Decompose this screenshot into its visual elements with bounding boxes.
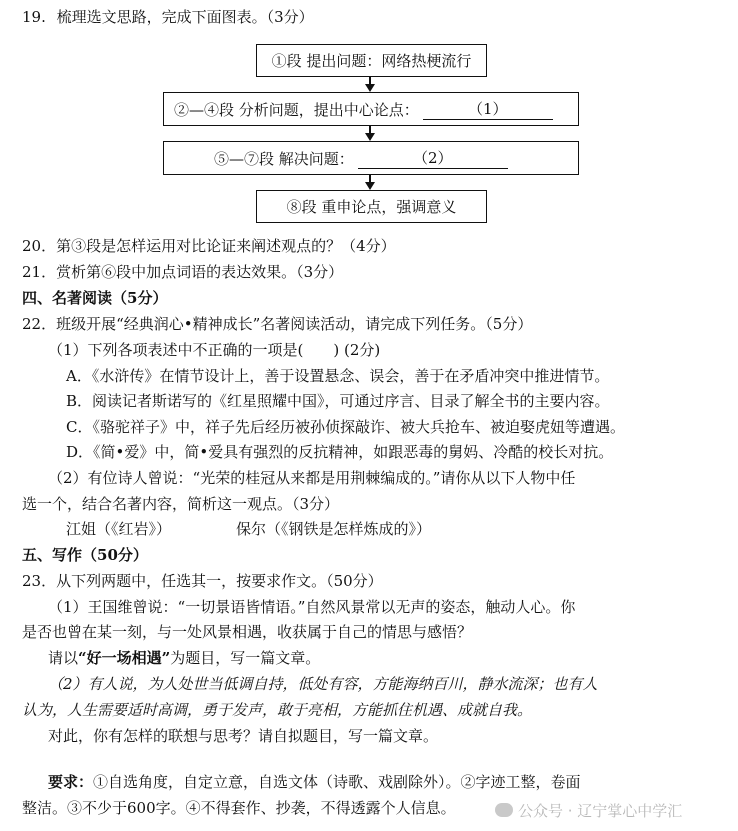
q22-option-d: D．《简•爱》中，简•爱具有强烈的反抗精神，如跟恶毒的舅妈、冷酷的校长对抗。 bbox=[66, 443, 614, 461]
q19-text: 梳理选文思路，完成下面图表。（3分） bbox=[56, 8, 314, 26]
q23-requirements-label: 要求： bbox=[48, 773, 94, 791]
flow-blank-1: （1） bbox=[423, 98, 553, 120]
q22-sub2-line2: 选一个，结合名著内容，简析这一观点。（3分） bbox=[22, 495, 340, 513]
q23-p1-line2: 是否也曾在某一刻，与一处风景相遇，收获属于自己的情思与感悟？ bbox=[22, 623, 473, 641]
flow-box-2 bbox=[163, 92, 579, 126]
q23-p1-line3-pre: 请以 bbox=[48, 649, 79, 667]
q23-p2-line2: 认为，人生需要适时高调，勇于发声，敢于亮相，方能抓住机遇、成就自我。 bbox=[22, 701, 533, 719]
flow-box-4 bbox=[256, 190, 487, 223]
q22-option-a: A．《水浒传》在情节设计上，善于设置悬念、误会，善于在矛盾冲突中推进情节。 bbox=[66, 367, 610, 385]
q20-text: 20．第③段是怎样运用对比论证来阐述观点的？（4分） bbox=[22, 237, 396, 255]
q22-sub1: （1）下列各项表述中不正确的一项是( ) (2分) bbox=[48, 341, 381, 359]
q22-people-2: 保尔（《钢铁是怎样炼成的》） bbox=[236, 520, 432, 538]
q21-text: 21．赏析第⑥段中加点词语的表达效果。（3分） bbox=[22, 263, 344, 281]
q23-text: 23．从下列两题中，任选其一，按要求作文。（50分） bbox=[22, 572, 383, 590]
watermark-text: 公众号 · 辽宁掌心中学汇 bbox=[518, 802, 683, 820]
q22-option-c: C．《骆驼祥子》中，祥子先后经历被孙侦探敲诈、被大兵抢车、被迫娶虎妞等遭遇。 bbox=[66, 418, 625, 436]
q22-option-b: B．阅读记者斯诺写的《红星照耀中国》，可通过序言、目录了解全书的主要内容。 bbox=[66, 392, 610, 410]
q19-heading bbox=[22, 7, 314, 27]
q23-requirements-text-1: ①自选角度，自定立意，自选文体（诗歌、戏剧除外）。②字迹工整，卷面 bbox=[93, 773, 581, 791]
q23-essay-title: “好一场相遇” bbox=[78, 649, 171, 667]
q19-number: 19. bbox=[22, 8, 46, 26]
q22-text: 22．班级开展“经典润心•精神成长”名著阅读活动，请完成下列任务。（5分） bbox=[22, 315, 533, 333]
q23-p2-line1: （2）有人说，为人处世当低调自持，低处有容，方能海纳百川，静水流深；也有人 bbox=[48, 675, 598, 693]
flow-box-1-label: ①段 提出问题：网络热梗流行 bbox=[271, 52, 472, 70]
flow-box-4-label: ⑧段 重申论点，强调意义 bbox=[286, 198, 457, 216]
q22-sub2-line1: （2）有位诗人曾说：“光荣的桂冠从来都是用荆棘编成的。”请你从以下人物中任 bbox=[48, 469, 576, 487]
flow-box-3-label: ⑤—⑦段 解决问题： bbox=[214, 149, 354, 168]
flow-box-2-label: ②—④段 分析问题，提出中心论点： bbox=[174, 100, 419, 119]
flow-arrow-3 bbox=[365, 182, 375, 190]
q23-p1-line3-post: 为题目，写一篇文章。 bbox=[170, 649, 321, 667]
q23-p2-line3: 对此，你有怎样的联想与思考？请自拟题目，写一篇文章。 bbox=[48, 727, 439, 745]
section-5-title: 五、写作（50分） bbox=[22, 546, 148, 564]
flow-blank-2: （2） bbox=[358, 147, 508, 169]
q23-requirements-line2: 整洁。③不少于600字。④不得套作、抄袭，不得透露个人信息。 bbox=[22, 799, 456, 817]
q23-p1-line1: （1）王国维曾说：“一切景语皆情语。”自然风景常以无声的姿态，触动人心。你 bbox=[48, 598, 576, 616]
q23-requirements-line1 bbox=[48, 772, 581, 792]
flow-box-3 bbox=[163, 141, 579, 175]
q23-p1-line3 bbox=[48, 648, 320, 668]
q22-people-1: 江姐（《红岩》） bbox=[66, 520, 172, 538]
flow-box-1 bbox=[256, 44, 487, 77]
section-4-title: 四、名著阅读（5分） bbox=[22, 289, 168, 307]
flow-arrow-2 bbox=[365, 133, 375, 141]
flow-arrow-1 bbox=[365, 84, 375, 92]
wechat-icon bbox=[495, 803, 513, 817]
